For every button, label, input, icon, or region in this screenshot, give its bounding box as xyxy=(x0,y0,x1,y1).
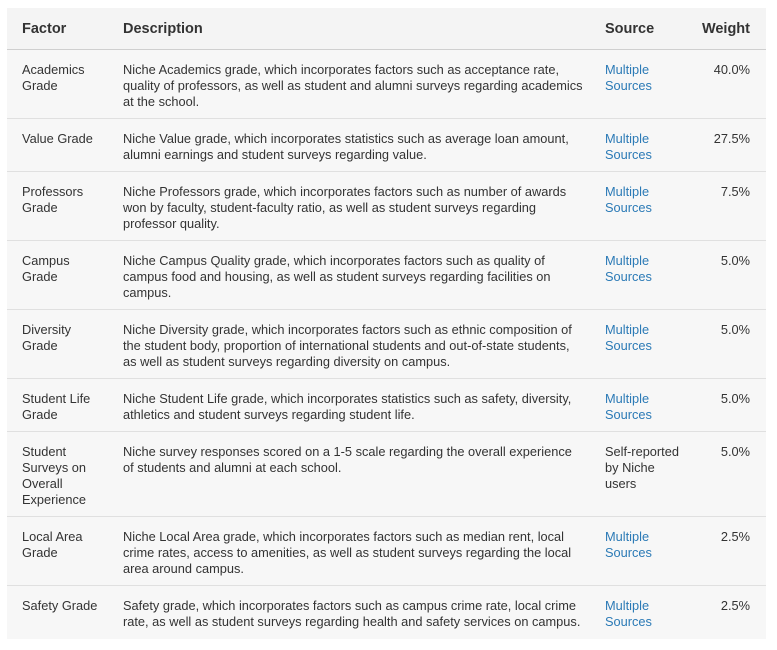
description-cell: Niche Professors grade, which incorporates factors such as number of awards won by faculty, student-faculty ratio, as well as student surveys regarding professor quality. xyxy=(111,172,605,241)
description-cell: Niche Academics grade, which incorporates factors such as acceptance rate, quality of professors, as well as student and alumni surveys regarding academics at the school. xyxy=(111,50,605,119)
description-cell: Niche Local Area grade, which incorporates factors such as median rent, local crime rates, access to amenities, as well as student surveys regarding the local area around campus. xyxy=(111,517,605,586)
source-cell xyxy=(605,172,686,241)
header-source: Source xyxy=(605,8,686,50)
weight-cell: 2.5% xyxy=(686,517,766,586)
source-cell xyxy=(605,241,686,310)
ranking-factors-table xyxy=(7,8,766,639)
description-cell: Safety grade, which incorporates factors such as campus crime rate, local crime rate, as well as student surveys regarding health and safety services on campus. xyxy=(111,586,605,639)
factor-cell: Value Grade xyxy=(7,119,111,172)
description-cell: Niche Value grade, which incorporates statistics such as average loan amount, alumni earnings and student surveys regarding value. xyxy=(111,119,605,172)
factor-cell: Diversity Grade xyxy=(7,310,111,379)
factor-cell: Professors Grade xyxy=(7,172,111,241)
table-row xyxy=(7,379,766,432)
table-row xyxy=(7,517,766,586)
header-description: Description xyxy=(111,8,605,50)
source-cell xyxy=(605,379,686,432)
source-cell xyxy=(605,119,686,172)
table-body xyxy=(7,50,766,639)
weight-cell: 5.0% xyxy=(686,241,766,310)
source-link[interactable]: Multiple Sources xyxy=(605,391,652,422)
source-cell xyxy=(605,310,686,379)
table-row xyxy=(7,172,766,241)
weight-cell: 2.5% xyxy=(686,586,766,639)
weight-cell: 40.0% xyxy=(686,50,766,119)
source-link[interactable]: Multiple Sources xyxy=(605,184,652,215)
description-cell: Niche Student Life grade, which incorporates statistics such as safety, diversity, athletics and student surveys regarding student life. xyxy=(111,379,605,432)
table-row xyxy=(7,241,766,310)
source-cell xyxy=(605,586,686,639)
source-link[interactable]: Multiple Sources xyxy=(605,598,652,629)
description-cell: Niche Diversity grade, which incorporates factors such as ethnic composition of the student body, proportion of international students and out-of-state students, as well as student surveys regarding diversity on campus. xyxy=(111,310,605,379)
table-row xyxy=(7,50,766,119)
factor-cell: Student Life Grade xyxy=(7,379,111,432)
source-link[interactable]: Multiple Sources xyxy=(605,253,652,284)
weight-cell: 5.0% xyxy=(686,432,766,517)
weight-cell: 5.0% xyxy=(686,310,766,379)
table-row xyxy=(7,119,766,172)
source-link[interactable]: Multiple Sources xyxy=(605,322,652,353)
source-link[interactable]: Multiple Sources xyxy=(605,62,652,93)
table-header xyxy=(7,8,766,50)
header-row xyxy=(7,8,766,50)
factor-cell: Safety Grade xyxy=(7,586,111,639)
source-link[interactable]: Multiple Sources xyxy=(605,529,652,560)
header-weight: Weight xyxy=(686,8,766,50)
weight-cell: 27.5% xyxy=(686,119,766,172)
source-link[interactable]: Multiple Sources xyxy=(605,131,652,162)
source-cell: Self-reported by Niche users xyxy=(605,432,686,517)
factor-cell: Student Surveys on Overall Experience xyxy=(7,432,111,517)
header-factor: Factor xyxy=(7,8,111,50)
factor-cell: Local Area Grade xyxy=(7,517,111,586)
weight-cell: 7.5% xyxy=(686,172,766,241)
description-cell: Niche Campus Quality grade, which incorporates factors such as quality of campus food and housing, as well as student surveys regarding facilities on campus. xyxy=(111,241,605,310)
table-row xyxy=(7,310,766,379)
source-cell xyxy=(605,517,686,586)
factor-cell: Campus Grade xyxy=(7,241,111,310)
table-row xyxy=(7,432,766,517)
weight-cell: 5.0% xyxy=(686,379,766,432)
source-cell xyxy=(605,50,686,119)
description-cell: Niche survey responses scored on a 1-5 scale regarding the overall experience of students and alumni at each school. xyxy=(111,432,605,517)
table-row xyxy=(7,586,766,639)
factor-cell: Academics Grade xyxy=(7,50,111,119)
ranking-factors-table-container xyxy=(7,8,766,639)
